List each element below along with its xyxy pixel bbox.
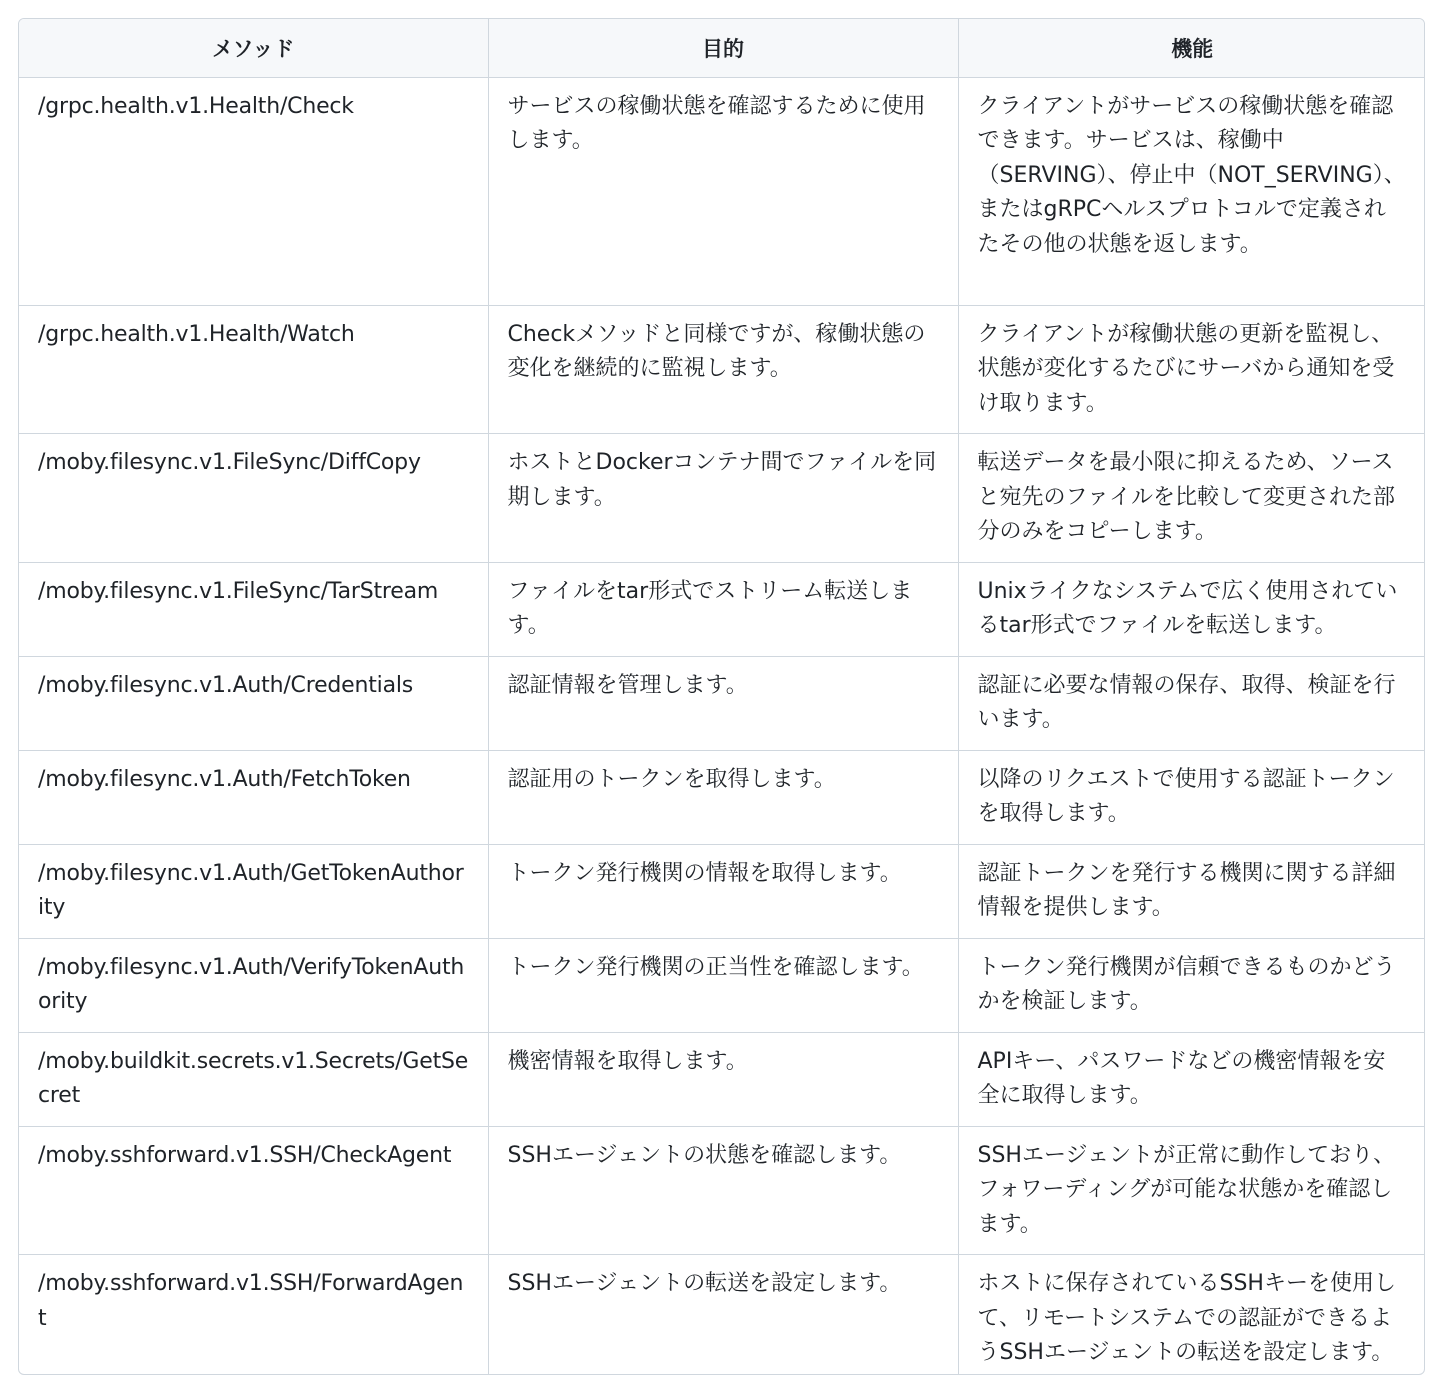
method-cell: /moby.filesync.v1.Auth/Credentials <box>19 656 488 750</box>
table-row <box>19 1126 1425 1255</box>
purpose-cell: トークン発行機関の正当性を確認します。 <box>488 938 958 1032</box>
table-row <box>19 1032 1425 1126</box>
purpose-cell: 認証用のトークンを取得します。 <box>488 750 958 844</box>
header-purpose: 目的 <box>488 19 958 77</box>
function-cell: APIキー、パスワードなどの機密情報を安全に取得します。 <box>958 1032 1425 1126</box>
table-row <box>19 77 1425 305</box>
table-header <box>19 19 1425 77</box>
table-body <box>19 77 1425 1375</box>
method-cell: /moby.sshforward.v1.SSH/ForwardAgent <box>19 1255 488 1376</box>
table-row <box>19 434 1425 563</box>
function-cell: クライアントが稼働状態の更新を監視し、状態が変化するたびにサーバから通知を受け取ります。 <box>958 305 1425 434</box>
function-cell: クライアントがサービスの稼働状態を確認できます。サービスは、稼働中（SERVING）、停止中（NOT_SERVING）、またはgRPCヘルスプロトコルで定義されたその他の状態を返します。 <box>958 77 1425 305</box>
purpose-cell: トークン発行機関の情報を取得します。 <box>488 844 958 938</box>
methods-table <box>19 19 1425 1375</box>
function-cell: トークン発行機関が信頼できるものかどうかを検証します。 <box>958 938 1425 1032</box>
method-cell: /moby.buildkit.secrets.v1.Secrets/GetSecret <box>19 1032 488 1126</box>
header-function: 機能 <box>958 19 1425 77</box>
purpose-cell: サービスの稼働状態を確認するために使用します。 <box>488 77 958 305</box>
method-cell: /moby.sshforward.v1.SSH/CheckAgent <box>19 1126 488 1255</box>
function-cell: 認証トークンを発行する機関に関する詳細情報を提供します。 <box>958 844 1425 938</box>
table-row <box>19 1255 1425 1376</box>
purpose-cell: 機密情報を取得します。 <box>488 1032 958 1126</box>
table-row <box>19 844 1425 938</box>
purpose-cell: ホストとDockerコンテナ間でファイルを同期します。 <box>488 434 958 563</box>
purpose-cell: ファイルをtar形式でストリーム転送します。 <box>488 562 958 656</box>
function-cell: Unixライクなシステムで広く使用されているtar形式でファイルを転送します。 <box>958 562 1425 656</box>
header-row <box>19 19 1425 77</box>
purpose-cell: Checkメソッドと同様ですが、稼働状態の変化を継続的に監視します。 <box>488 305 958 434</box>
table-row <box>19 562 1425 656</box>
method-cell: /grpc.health.v1.Health/Check <box>19 77 488 305</box>
purpose-cell: 認証情報を管理します。 <box>488 656 958 750</box>
method-cell: /moby.filesync.v1.Auth/GetTokenAuthority <box>19 844 488 938</box>
function-cell: 転送データを最小限に抑えるため、ソースと宛先のファイルを比較して変更された部分のみをコピーします。 <box>958 434 1425 563</box>
method-cell: /moby.filesync.v1.Auth/FetchToken <box>19 750 488 844</box>
purpose-cell: SSHエージェントの転送を設定します。 <box>488 1255 958 1376</box>
function-cell: 以降のリクエストで使用する認証トークンを取得します。 <box>958 750 1425 844</box>
function-cell: SSHエージェントが正常に動作しており、フォワーディングが可能な状態かを確認します。 <box>958 1126 1425 1255</box>
method-cell: /moby.filesync.v1.Auth/VerifyTokenAuthority <box>19 938 488 1032</box>
table-row <box>19 305 1425 434</box>
purpose-cell: SSHエージェントの状態を確認します。 <box>488 1126 958 1255</box>
function-cell: ホストに保存されているSSHキーを使用して、リモートシステムでの認証ができるようSSHエージェントの転送を設定します。 <box>977 1271 1396 1365</box>
header-method: メソッド <box>19 19 488 77</box>
table-row <box>19 938 1425 1032</box>
table-row <box>19 656 1425 750</box>
table-row <box>19 750 1425 844</box>
method-cell: /moby.filesync.v1.FileSync/TarStream <box>19 562 488 656</box>
methods-table-container <box>18 18 1425 1375</box>
method-cell: /grpc.health.v1.Health/Watch <box>19 305 488 434</box>
method-cell: /moby.filesync.v1.FileSync/DiffCopy <box>19 434 488 563</box>
function-cell: 認証に必要な情報の保存、取得、検証を行います。 <box>958 656 1425 750</box>
